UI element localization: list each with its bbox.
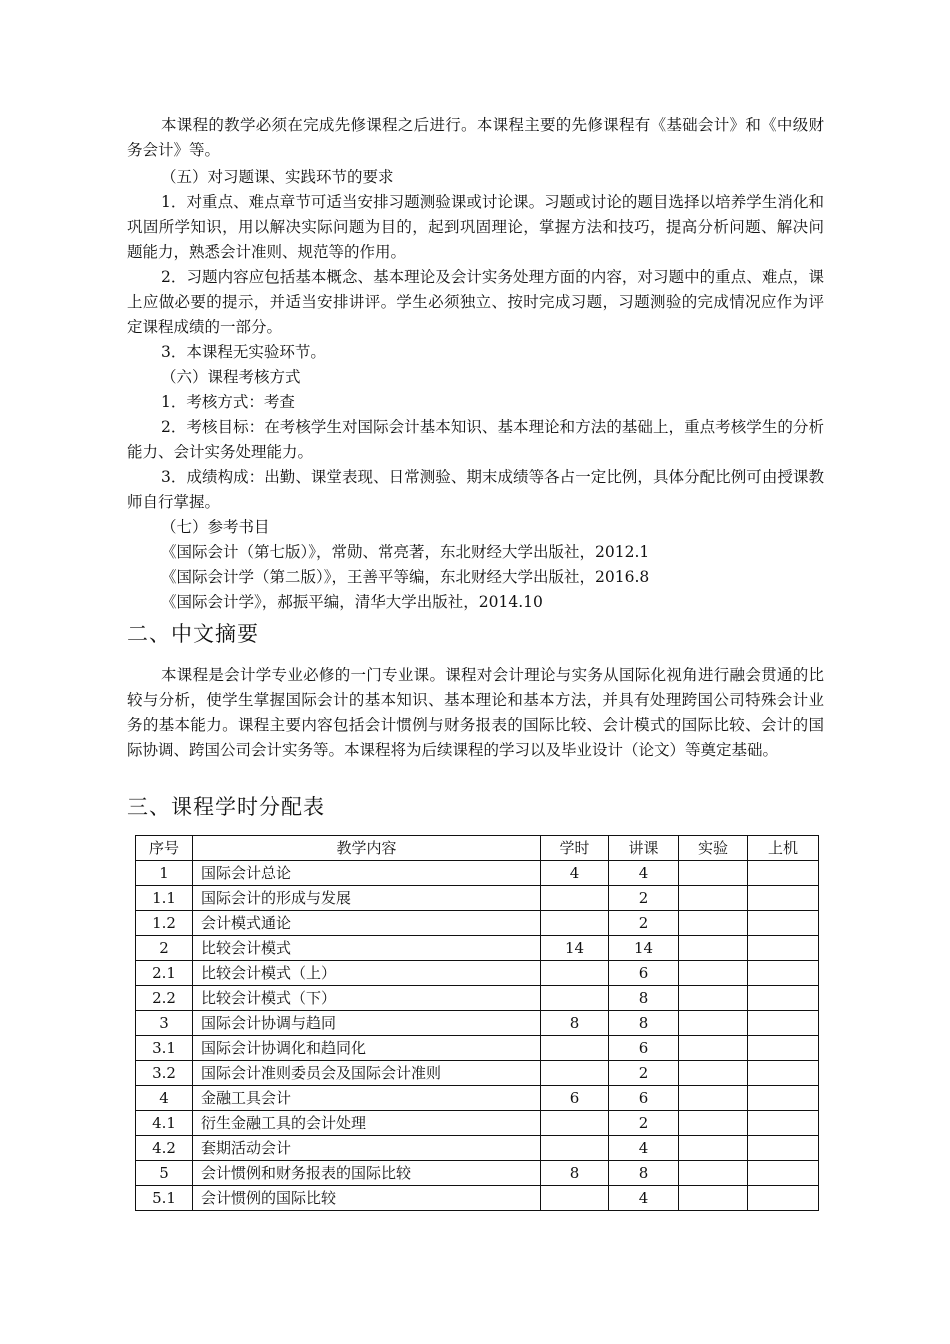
table-row — [136, 886, 819, 911]
table-cell: 2 — [609, 1061, 679, 1086]
abstract-paragraph: 本课程是会计学专业必修的一门专业课。课程对会计理论与实务从国际化视角进行融会贯通的比较与分析，使学生掌握国际会计的基本知识、基本理论和基本方法，并具有处理跨国公司特殊会计业务的基本能力。课程主要内容包括会计惯例与财务报表的国际比较、会计模式的国际比较、会计的国际协调、跨国公司会计实务等。本课程将为后续课程的学习以及毕业设计（论文）等奠定基础。 — [127, 666, 824, 759]
table-cell — [679, 1011, 748, 1036]
table-cell — [679, 911, 748, 936]
table-cell — [679, 936, 748, 961]
table-header-row — [136, 836, 819, 861]
table-cell: 4.2 — [136, 1136, 193, 1161]
table-cell — [748, 1086, 819, 1111]
table-cell: 比较会计模式（上） — [193, 961, 541, 986]
table-cell: 金融工具会计 — [193, 1086, 541, 1111]
column-header: 教学内容 — [193, 836, 541, 861]
table-cell — [748, 1186, 819, 1211]
table-cell: 比较会计模式 — [193, 936, 541, 961]
table-cell: 国际会计总论 — [193, 861, 541, 886]
table-cell: 3 — [136, 1011, 193, 1036]
table-cell: 8 — [541, 1011, 609, 1036]
table-cell — [679, 1111, 748, 1136]
table-cell — [748, 986, 819, 1011]
table-cell: 套期活动会计 — [193, 1136, 541, 1161]
table-cell: 5 — [136, 1161, 193, 1186]
table-cell — [679, 1061, 748, 1086]
table-body — [136, 861, 819, 1211]
table-cell: 会计模式通论 — [193, 911, 541, 936]
table-row — [136, 986, 819, 1011]
column-header: 序号 — [136, 836, 193, 861]
assessment-item-3: 3．成绩构成：出勤、课堂表现、日常测验、期末成绩等各占一定比例，具体分配比例可由授课教师自行掌握。 — [127, 468, 824, 511]
table-cell: 2 — [609, 1111, 679, 1136]
hours-table — [135, 835, 819, 1211]
exercise-item-1: 1．对重点、难点章节可适当安排习题测验课或讨论课。习题或讨论的题目选择以培养学生消化和巩固所学知识，用以解决实际问题为目的，起到巩固理论，掌握方法和技巧，提高分析问题、解决问题能力，熟悉会计准则、规范等的作用。 — [127, 193, 824, 261]
table-cell: 4 — [609, 1136, 679, 1161]
table-row — [136, 911, 819, 936]
table-cell: 国际会计的形成与发展 — [193, 886, 541, 911]
table-row — [136, 936, 819, 961]
table-cell — [541, 1036, 609, 1061]
table-cell: 4 — [136, 1086, 193, 1111]
table-cell — [541, 1186, 609, 1211]
reference-item-1: 《国际会计（第七版）》，常勋、常亮著，东北财经大学出版社，2012.1 — [161, 543, 650, 561]
table-row — [136, 861, 819, 886]
table-cell: 衍生金融工具的会计处理 — [193, 1111, 541, 1136]
table-cell — [541, 886, 609, 911]
table-row — [136, 1136, 819, 1161]
table-cell — [679, 1186, 748, 1211]
table-cell: 6 — [609, 1036, 679, 1061]
table-cell: 8 — [541, 1161, 609, 1186]
table-cell: 2 — [609, 911, 679, 936]
table-cell: 4 — [609, 861, 679, 886]
table-cell: 2.2 — [136, 986, 193, 1011]
reference-item-2: 《国际会计学（第二版）》，王善平等编，东北财经大学出版社，2016.8 — [161, 568, 650, 586]
references-heading: （七）参考书目 — [161, 518, 270, 536]
prereq-paragraph: 本课程的教学必须在完成先修课程之后进行。本课程主要的先修课程有《基础会计》和《中级财务会计》等。 — [127, 116, 824, 159]
exercise-item-2: 2．习题内容应包括基本概念、基本理论及会计实务处理方面的内容，对习题中的重点、难点，课上应做必要的提示，并适当安排讲评。学生必须独立、按时完成习题，习题测验的完成情况应作为评定课程成绩的一部分。 — [127, 268, 824, 336]
table-cell — [679, 1086, 748, 1111]
table-cell — [748, 1011, 819, 1036]
table-cell: 4 — [609, 1186, 679, 1211]
reference-item-3: 《国际会计学》，郝振平编，清华大学出版社，2014.10 — [161, 593, 543, 611]
table-cell: 4 — [541, 861, 609, 886]
table-cell — [748, 861, 819, 886]
table-cell — [748, 911, 819, 936]
table-cell — [748, 1111, 819, 1136]
table-cell: 1.1 — [136, 886, 193, 911]
table-cell: 6 — [609, 1086, 679, 1111]
table-row — [136, 1011, 819, 1036]
table-cell — [748, 936, 819, 961]
table-cell — [679, 886, 748, 911]
table-cell: 3.2 — [136, 1061, 193, 1086]
exercise-item-3: 3．本课程无实验环节。 — [161, 343, 326, 361]
table-cell — [541, 961, 609, 986]
table-cell — [748, 961, 819, 986]
table-cell — [748, 1036, 819, 1061]
table-cell: 2 — [609, 886, 679, 911]
table-cell — [679, 861, 748, 886]
table-cell: 2.1 — [136, 961, 193, 986]
assessment-item-1: 1．考核方式：考查 — [161, 393, 295, 411]
table-cell: 6 — [609, 961, 679, 986]
table-cell — [748, 1061, 819, 1086]
exercise-heading: （五）对习题课、实践环节的要求 — [161, 168, 394, 186]
table-cell: 会计惯例和财务报表的国际比较 — [193, 1161, 541, 1186]
table-cell: 8 — [609, 1161, 679, 1186]
table-cell: 国际会计协调与趋同 — [193, 1011, 541, 1036]
table-row — [136, 1111, 819, 1136]
table-cell — [679, 1136, 748, 1161]
table-cell: 8 — [609, 986, 679, 1011]
table-cell: 比较会计模式（下） — [193, 986, 541, 1011]
hours-table-heading: 三、课程学时分配表 — [127, 795, 325, 819]
abstract-heading: 二、中文摘要 — [127, 622, 259, 646]
table-cell — [541, 1136, 609, 1161]
table-cell: 国际会计准则委员会及国际会计准则 — [193, 1061, 541, 1086]
table-cell: 1.2 — [136, 911, 193, 936]
table-cell: 5.1 — [136, 1186, 193, 1211]
table-cell: 4.1 — [136, 1111, 193, 1136]
table-cell — [748, 886, 819, 911]
table-cell: 国际会计协调化和趋同化 — [193, 1036, 541, 1061]
column-header: 讲课 — [609, 836, 679, 861]
table-cell — [541, 1111, 609, 1136]
column-header: 实验 — [679, 836, 748, 861]
table-cell — [679, 1036, 748, 1061]
assessment-item-2: 2．考核目标：在考核学生对国际会计基本知识、基本理论和方法的基础上，重点考核学生的分析能力、会计实务处理能力。 — [127, 418, 824, 461]
table-cell — [679, 961, 748, 986]
table-cell — [541, 911, 609, 936]
table-cell: 3.1 — [136, 1036, 193, 1061]
table-cell — [541, 1061, 609, 1086]
table-cell: 14 — [609, 936, 679, 961]
table-cell — [541, 986, 609, 1011]
column-header: 学时 — [541, 836, 609, 861]
table-cell: 14 — [541, 936, 609, 961]
table-cell: 1 — [136, 861, 193, 886]
assessment-heading: （六）课程考核方式 — [161, 368, 301, 386]
table-cell — [748, 1136, 819, 1161]
table-row — [136, 1061, 819, 1086]
table-cell: 2 — [136, 936, 193, 961]
table-cell — [748, 1161, 819, 1186]
table-row — [136, 1161, 819, 1186]
table-row — [136, 961, 819, 986]
table-row — [136, 1186, 819, 1211]
table-cell — [679, 986, 748, 1011]
table-cell — [679, 1161, 748, 1186]
table-cell: 会计惯例的国际比较 — [193, 1186, 541, 1211]
column-header: 上机 — [748, 836, 819, 861]
table-row — [136, 1086, 819, 1111]
table-cell: 6 — [541, 1086, 609, 1111]
table-cell: 8 — [609, 1011, 679, 1036]
table-row — [136, 1036, 819, 1061]
